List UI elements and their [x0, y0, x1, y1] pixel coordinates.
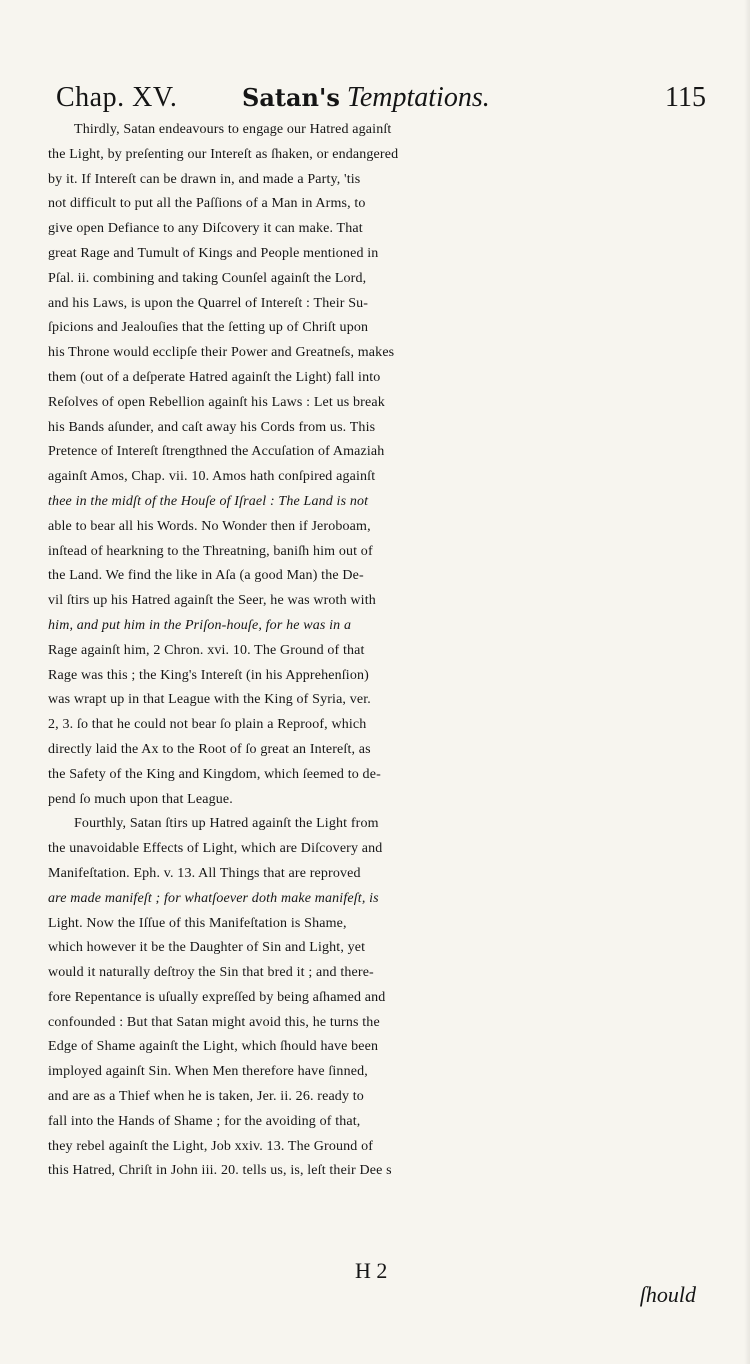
- text-line: Fourthly, Satan ſtirs up Hatred againſt the Light from: [74, 816, 379, 832]
- text-line: directly laid the Ax to the Root of ſo great an Intereſt, as: [48, 741, 371, 757]
- text-line: by it. If Intereſt can be drawn in, and made a Party, 'tis: [48, 171, 361, 187]
- text-line: him, and put him in the Priſon-houſe, for he was in a: [48, 617, 352, 633]
- page-number: 115: [665, 82, 706, 113]
- page-footer: [0, 1258, 750, 1318]
- text-line: pend ſo much upon that League.: [48, 791, 233, 807]
- text-line: his Throne would ecclipſe their Power and Greatneſs, makes: [48, 345, 395, 361]
- text-line: confounded : But that Satan might avoid this, he turns the: [48, 1014, 380, 1030]
- text-line: Edge of Shame againſt the Light, which ſhould have been: [48, 1039, 379, 1055]
- running-title-blackletter: Satan's: [242, 83, 340, 112]
- text-line: was wrapt up in that League with the King of Syria, ver.: [48, 692, 371, 708]
- text-line: great Rage and Tumult of Kings and People mentioned in: [48, 245, 379, 261]
- text-line: able to bear all his Words. No Wonder then if Jeroboam,: [48, 518, 371, 534]
- text-line: inſtead of hearkning to the Threatning, baniſh him out of: [48, 543, 373, 559]
- text-line: give open Defiance to any Diſcovery it can make. That: [48, 221, 363, 237]
- text-line: are made manifeſt ; for whatſoever doth make manifeſt, is: [48, 890, 379, 906]
- chapter-label: Chap. XV.: [56, 82, 178, 113]
- text-line: this Hatred, Chriſt in John iii. 20. tells us, is, leſt their Dee s: [48, 1163, 392, 1179]
- text-line: fore Repentance is uſually expreſſed by being aſhamed and: [48, 989, 386, 1005]
- text-line: ſpicions and Jealouſies that the ſetting up of Chriſt upon: [48, 320, 369, 336]
- text-line: againſt Amos, Chap. vii. 10. Amos hath conſpired againſt: [48, 469, 376, 485]
- text-line: and his Laws, is upon the Quarrel of Intereſt : Their Su-: [48, 295, 369, 311]
- text-line: Pſal. ii. combining and taking Counſel againſt the Lord,: [48, 270, 367, 286]
- text-line: the unavoidable Effects of Light, which are Diſcovery and: [48, 841, 383, 857]
- signature-mark: H 2: [355, 1258, 388, 1283]
- running-title-italic: Temptations.: [346, 82, 490, 113]
- running-title: [242, 76, 490, 120]
- text-line: fall into the Hands of Shame ; for the avoiding of that,: [48, 1113, 361, 1129]
- text-line: Rage was this ; the King's Intereſt (in his Apprehenſion): [48, 667, 369, 683]
- text-line: vil ſtirs up his Hatred againſt the Seer, he was wroth with: [48, 593, 376, 609]
- text-line: them (out of a deſperate Hatred againſt the Light) fall into: [48, 369, 381, 385]
- text-line: Light. Now the Iſſue of this Manifeſtation is Shame,: [48, 915, 347, 931]
- text-line: his Bands aſunder, and caſt away his Cords from us. This: [48, 419, 376, 435]
- text-line: the Safety of the King and Kingdom, which ſeemed to de-: [48, 766, 381, 782]
- page-edge-shadow: [744, 0, 750, 1364]
- text-line: they rebel againſt the Light, Job xxiv. 13. The Ground of: [48, 1138, 374, 1154]
- text-line: Thirdly, Satan endeavours to engage our Hatred againſt: [74, 122, 392, 137]
- text-line: Reſolves of open Rebellion againſt his Laws : Let us break: [48, 394, 385, 410]
- text-line: would it naturally deſtroy the Sin that bred it ; and there-: [48, 965, 374, 981]
- text-line: the Land. We find the like in Aſa (a good Man) the De-: [48, 568, 364, 584]
- body-text: [48, 118, 708, 1184]
- text-line: thee in the midſt of the Houſe of Iſrael : The Land is not: [48, 493, 369, 509]
- text-line: 2, 3. ſo that he could not bear ſo plain a Reproof, which: [48, 717, 367, 733]
- text-line: and are as a Thief when he is taken, Jer. ii. 26. ready to: [48, 1089, 364, 1105]
- text-line: Rage againſt him, 2 Chron. xvi. 10. The Ground of that: [48, 642, 365, 658]
- text-line: the Light, by preſenting our Intereſt as ſhaken, or endangered: [48, 146, 399, 162]
- catchword: ſhould: [639, 1282, 696, 1307]
- text-line: Manifeſtation. Eph. v. 13. All Things that are reproved: [48, 865, 361, 881]
- text-line: Pretence of Intereſt ſtrengthned the Accuſation of Amaziah: [48, 444, 385, 460]
- running-header: [56, 76, 706, 120]
- text-line: which however it be the Daughter of Sin and Light, yet: [48, 940, 366, 956]
- text-line: not difficult to put all the Paſſions of a Man in Arms, to: [48, 196, 366, 212]
- text-line: imployed againſt Sin. When Men therefore have ſinned,: [48, 1064, 368, 1080]
